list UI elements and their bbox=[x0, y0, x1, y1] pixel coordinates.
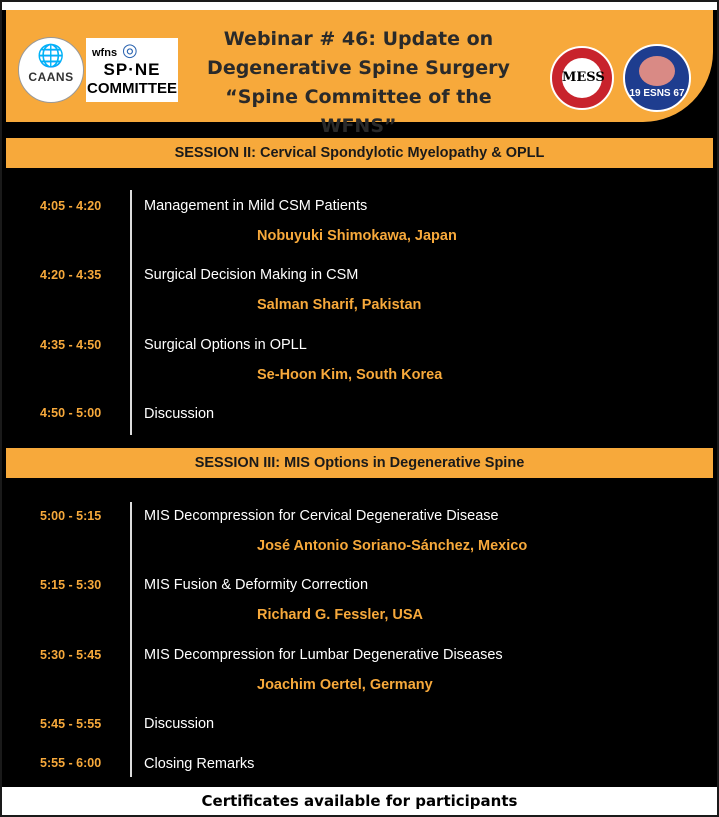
talk-topic: MIS Decompression for Lumbar Degenerative Diseases bbox=[144, 647, 503, 663]
divider-line bbox=[130, 190, 132, 435]
time-slot: 4:05 - 4:20 bbox=[40, 199, 102, 213]
divider-line bbox=[130, 502, 132, 777]
time-slot: 4:35 - 4:50 bbox=[40, 338, 102, 352]
talk-topic: Discussion bbox=[144, 716, 215, 732]
swirl-icon: ◎ bbox=[122, 40, 138, 61]
talk-topic: Discussion bbox=[144, 406, 215, 422]
talk-topic: MIS Decompression for Cervical Degenerative Disease bbox=[144, 508, 499, 524]
page-title bbox=[186, 25, 531, 141]
wfns-spine-committee-logo: wfns ◎ SP·NE COMMITTEE bbox=[86, 38, 178, 102]
talk-topic: Management in Mild CSM Patients bbox=[144, 198, 368, 214]
talk-topic: Surgical Options in OPLL bbox=[144, 337, 307, 353]
speaker-name: Salman Sharif, Pakistan bbox=[257, 297, 422, 313]
brain-icon bbox=[639, 56, 675, 86]
speaker-name: Nobuyuki Shimokawa, Japan bbox=[257, 228, 457, 244]
header-banner bbox=[6, 10, 713, 137]
time-slot: 4:50 - 5:00 bbox=[40, 406, 102, 420]
time-slot: 4:20 - 4:35 bbox=[40, 268, 102, 282]
caans-logo: 🌐 CAANS bbox=[18, 37, 84, 103]
mess-logo: MESS bbox=[550, 46, 614, 110]
time-slot: 5:55 - 6:00 bbox=[40, 756, 102, 770]
top-strip bbox=[2, 2, 717, 10]
time-slot: 5:15 - 5:30 bbox=[40, 578, 102, 592]
talk-topic: MIS Fusion & Deformity Correction bbox=[144, 577, 369, 593]
globe-icon: 🌐 bbox=[37, 44, 65, 69]
certificates-footer: Certificates available for participants bbox=[2, 787, 717, 815]
title-line-1: Webinar # 46: Update on bbox=[223, 28, 494, 50]
time-slot: 5:30 - 5:45 bbox=[40, 648, 102, 662]
time-slot: 5:00 - 5:15 bbox=[40, 509, 102, 523]
speaker-name: Richard G. Fessler, USA bbox=[257, 607, 424, 623]
speaker-name: Se-Hoon Kim, South Korea bbox=[257, 367, 443, 383]
speaker-name: José Antonio Soriano-Sánchez, Mexico bbox=[257, 538, 528, 554]
session-3-header: SESSION III: MIS Options in Degenerative Spine bbox=[6, 448, 713, 478]
talk-topic: Surgical Decision Making in CSM bbox=[144, 267, 359, 283]
speaker-name: Joachim Oertel, Germany bbox=[257, 677, 433, 693]
esns-logo: 19 ESNS 67 bbox=[623, 44, 691, 112]
session-2-header: SESSION II: Cervical Spondylotic Myelopathy & OPLL bbox=[6, 138, 713, 168]
time-slot: 5:45 - 5:55 bbox=[40, 717, 102, 731]
title-line-3: “Spine Committee of the WFNS” bbox=[225, 86, 492, 137]
title-line-2: Degenerative Spine Surgery bbox=[207, 57, 510, 79]
talk-topic: Closing Remarks bbox=[144, 756, 255, 772]
